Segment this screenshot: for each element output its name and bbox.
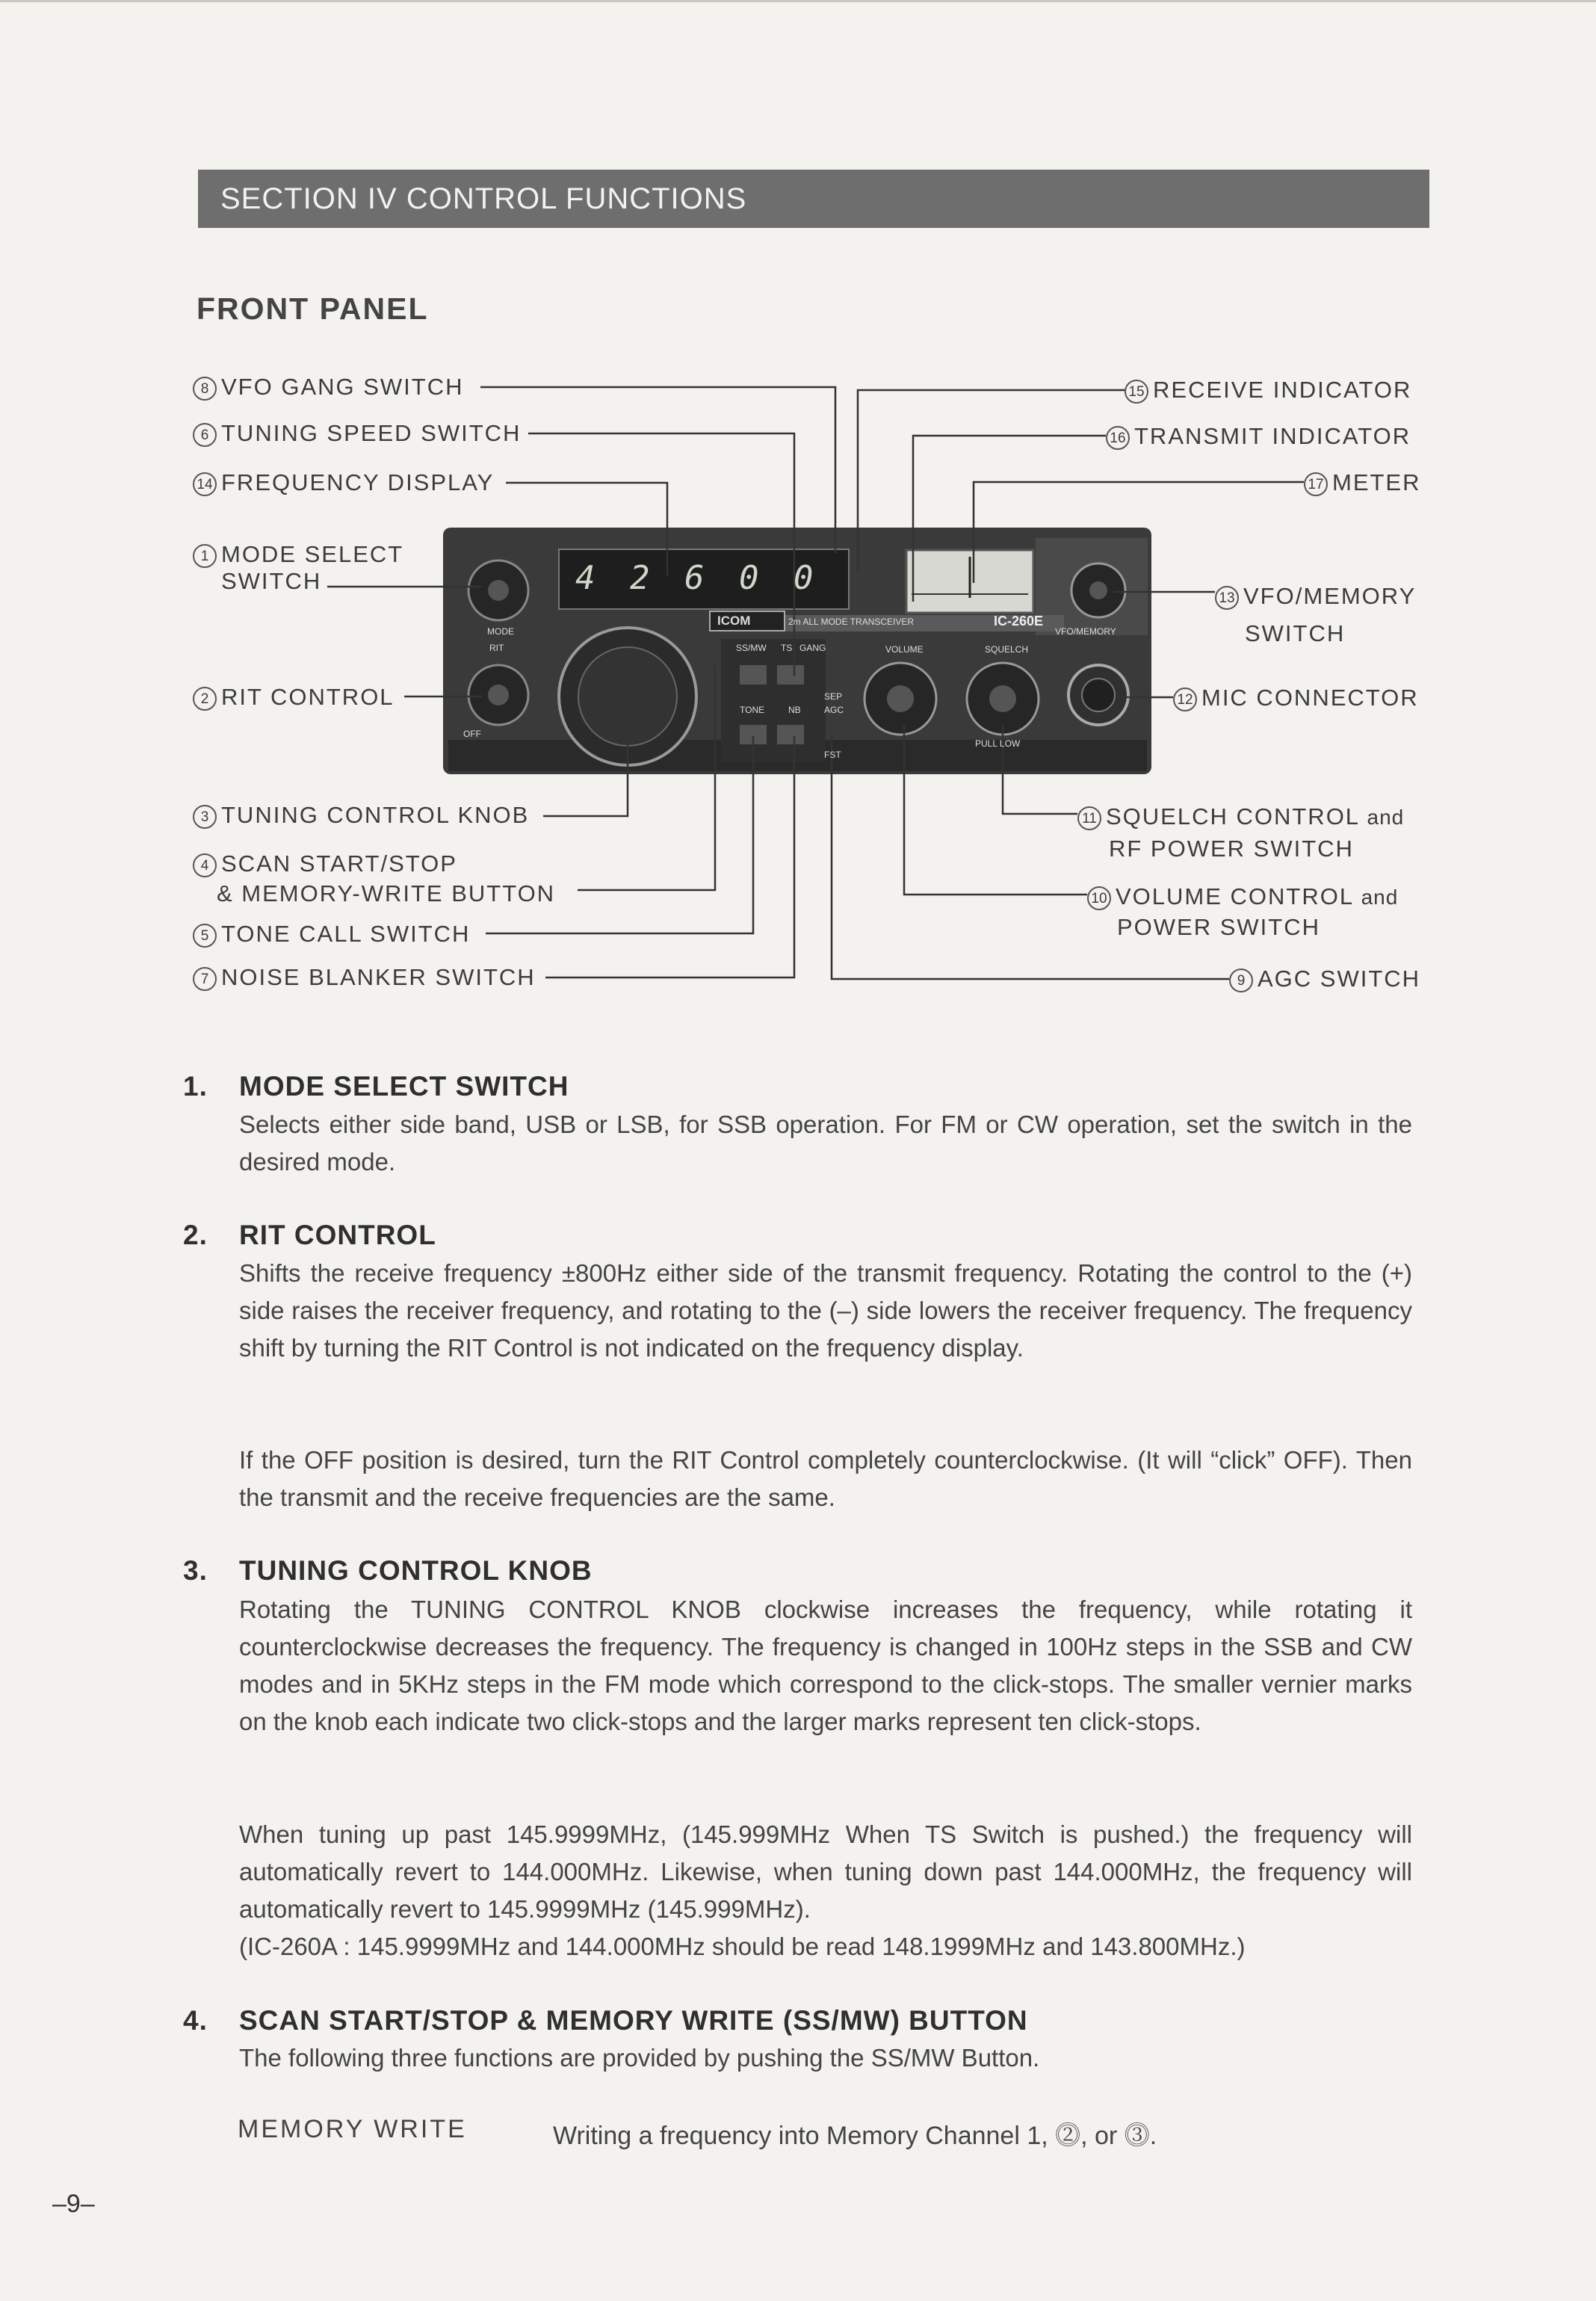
callout-number: 5 bbox=[193, 924, 217, 948]
section-2-paragraph-2: If the OFF position is desired, turn the RIT Control completely counterclockwise. (It will “click” OFF). Then the transmit and the receive frequencies are the same. bbox=[239, 1446, 1412, 1511]
panel-volume-label: VOLUME bbox=[885, 644, 924, 655]
button-ts bbox=[777, 665, 804, 685]
section-1-title: 1. MODE SELECT SWITCH bbox=[183, 1071, 569, 1102]
page-number: –9– bbox=[52, 2190, 95, 2218]
panel-tone-label: TONE bbox=[740, 705, 765, 715]
front-panel-heading: FRONT PANEL bbox=[197, 291, 429, 326]
panel-frequency-readout: 4 2 6 0 0 bbox=[575, 559, 821, 597]
callout-number: 2 bbox=[193, 687, 217, 711]
panel-mode-label: MODE bbox=[487, 626, 514, 637]
callout-transmit-indicator: 16 TRANSMIT INDICATOR bbox=[1106, 423, 1411, 450]
panel-brand: ICOM bbox=[717, 614, 751, 628]
callout-tuning-control-knob: 3 TUNING CONTROL KNOB bbox=[193, 802, 529, 829]
callout-number: 12 bbox=[1173, 688, 1197, 711]
callout-number: 14 bbox=[193, 472, 217, 496]
callout-number: 17 bbox=[1304, 472, 1328, 496]
panel-model: IC-260E bbox=[994, 614, 1044, 628]
callout-volume-control: 10 VOLUME CONTROL and POWER SWITCH bbox=[1087, 882, 1398, 942]
panel-transceiver-label: 2m ALL MODE TRANSCEIVER bbox=[788, 617, 915, 627]
section-4-paragraph: The following three functions are provided by pushing the SS/MW Button. bbox=[239, 2044, 1040, 2072]
callout-mode-select-switch: 1 MODE SELECT SWITCH bbox=[193, 541, 403, 595]
panel-pull-low-label: PULL LOW bbox=[975, 738, 1021, 749]
panel-vfo-memory-label: VFO/MEMORY bbox=[1055, 626, 1116, 637]
panel-ssmw-label: SS/MW bbox=[736, 643, 767, 653]
panel-gang-label: GANG bbox=[799, 643, 826, 653]
callout-vfo-memory-switch: 13 VFO/MEMORY SWITCH bbox=[1215, 578, 1416, 652]
callout-vfo-gang-switch: 8 VFO GANG SWITCH bbox=[193, 374, 464, 401]
callout-number: 6 bbox=[193, 423, 217, 447]
callout-number: 10 bbox=[1087, 886, 1111, 910]
section-2-paragraph-1: Shifts the receive frequency ±800Hz either side of the transmit frequency. Rotating the control to the (+) side raises the receiver frequency, and rotating to the (–) side lowers the receiver frequency. The frequency shift by turning the RIT Control is not indicated on the frequency display. bbox=[239, 1259, 1412, 1362]
callout-mic-connector: 12 MIC CONNECTOR bbox=[1173, 685, 1419, 711]
callout-number: 4 bbox=[193, 853, 217, 877]
section-header: SECTION IV CONTROL FUNCTIONS bbox=[198, 170, 1429, 228]
panel-agc-label: AGC bbox=[824, 705, 844, 715]
callout-number: 1 bbox=[193, 544, 217, 568]
panel-squelch-label: SQUELCH bbox=[985, 644, 1029, 655]
callout-number: 9 bbox=[1229, 969, 1253, 992]
section-1-paragraph: Selects either side band, USB or LSB, for SSB operation. For FM or CW operation, set the switch in the desired mode. bbox=[239, 1111, 1412, 1176]
section-4-title: 4. SCAN START/STOP & MEMORY WRITE (SS/MW) BUTTON bbox=[183, 2005, 1028, 2036]
callout-meter: 17 METER bbox=[1304, 469, 1421, 496]
panel-nb-label: NB bbox=[788, 705, 801, 715]
section-3-paragraph-1: Rotating the TUNING CONTROL KNOB clockwise increases the frequency, while rotating it counterclockwise decreases the frequency. The frequency is changed in 100Hz steps in the SSB and CW modes and in 5KHz steps in the FM mode which correspond to the click-stops. The smaller vernier marks on the knob each indicate two click-stops and the larger marks represent ten click-stops. bbox=[239, 1596, 1412, 1735]
panel-sep-label: SEP bbox=[824, 691, 843, 702]
callout-noise-blanker-switch: 7 NOISE BLANKER SWITCH bbox=[193, 964, 536, 991]
callout-tuning-speed-switch: 6 TUNING SPEED SWITCH bbox=[193, 420, 521, 447]
callout-rit-control: 2 RIT CONTROL bbox=[193, 684, 395, 711]
button-ssmw bbox=[740, 665, 767, 685]
callout-frequency-display: 14 FREQUENCY DISPLAY bbox=[193, 469, 494, 496]
callout-number: 3 bbox=[193, 805, 217, 829]
panel-ts-label: TS bbox=[781, 643, 793, 653]
callout-number: 11 bbox=[1077, 806, 1101, 830]
callout-number: 7 bbox=[193, 967, 217, 991]
button-nb bbox=[777, 725, 804, 744]
callout-receive-indicator: 15 RECEIVE INDICATOR bbox=[1125, 377, 1411, 404]
memory-write-description: Writing a frequency into Memory Channel 1, ⓶, or ⓷. bbox=[553, 2122, 1157, 2150]
panel-fst-label: FST bbox=[824, 750, 841, 760]
callout-scan-memory-write-button: 4 SCAN START/STOP & MEMORY-WRITE BUTTON bbox=[193, 849, 555, 909]
callout-number: 16 bbox=[1106, 426, 1130, 450]
callout-tone-call-switch: 5 TONE CALL SWITCH bbox=[193, 921, 470, 948]
section-3-title: 3. TUNING CONTROL KNOB bbox=[183, 1555, 593, 1586]
callout-number: 8 bbox=[193, 377, 217, 401]
memory-write-label: MEMORY WRITE bbox=[238, 2115, 467, 2143]
section-2-title: 2. RIT CONTROL bbox=[183, 1220, 436, 1250]
callout-number: 15 bbox=[1125, 380, 1148, 404]
panel-off-label: OFF bbox=[463, 729, 481, 739]
callout-number: 13 bbox=[1215, 586, 1239, 610]
panel-rit-label: RIT bbox=[489, 643, 504, 653]
callout-agc-switch: 9 AGC SWITCH bbox=[1229, 966, 1420, 992]
callout-squelch-control: 11 SQUELCH CONTROL and RF POWER SWITCH bbox=[1077, 801, 1404, 865]
section-3-paragraph-3: (IC-260A : 145.9999MHz and 144.000MHz should be read 148.1999MHz and 143.800MHz.) bbox=[239, 1933, 1246, 1960]
section-3-paragraph-2: When tuning up past 145.9999MHz, (145.999MHz When TS Switch is pushed.) the frequency will automatically revert to 144.000MHz. Likewise, when tuning down past 144.000MHz, the frequency will automatically revert to 145.9999MHz (145.999MHz). bbox=[239, 1820, 1412, 1923]
